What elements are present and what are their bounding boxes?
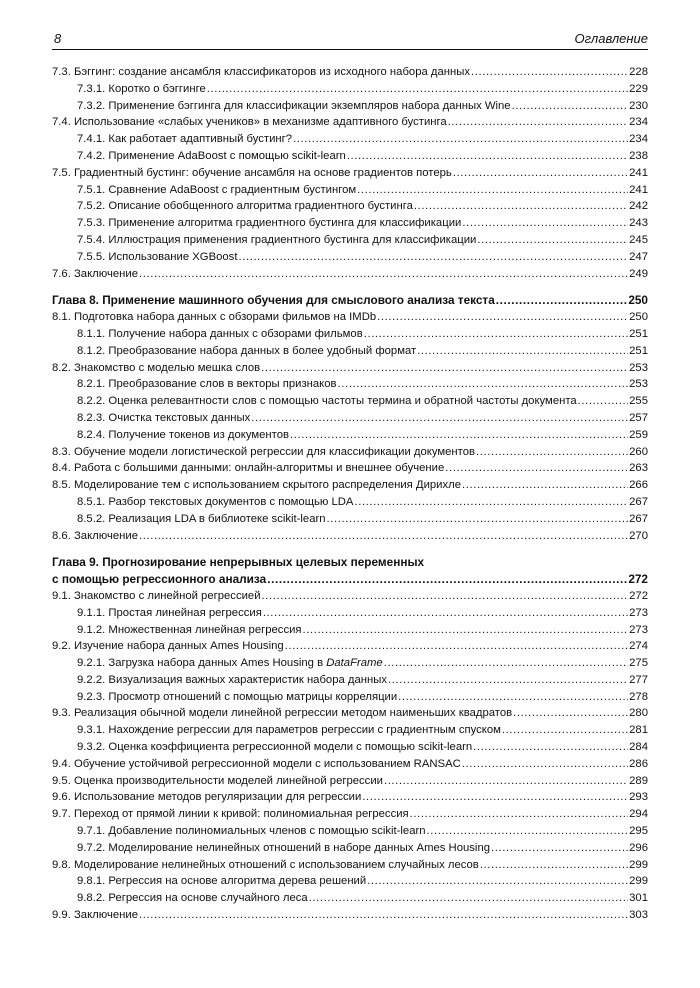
toc-page-number: 229 (629, 82, 648, 95)
toc-subsection-entry[interactable] (52, 343, 648, 360)
toc-entry-title: 7.3. Бэггинг: создание ансамбля классификаторов из исходного набора данных (52, 66, 471, 78)
toc-page-number: 294 (629, 808, 648, 821)
dot-leader (309, 890, 628, 907)
toc-subsection-entry[interactable] (52, 672, 648, 689)
toc-section-entry[interactable] (52, 806, 648, 823)
toc-subsection-entry[interactable] (52, 148, 648, 165)
toc-page-number: 295 (629, 825, 648, 838)
toc-page-number: 230 (629, 99, 648, 112)
toc-chapter-entry[interactable] (52, 292, 648, 309)
toc-entry-title: 7.6. Заключение (52, 267, 138, 280)
toc-page-number: 251 (629, 344, 648, 357)
dot-leader (453, 165, 628, 182)
dot-leader (354, 494, 628, 511)
toc-page-number: 272 (629, 589, 648, 602)
toc-entry-title: 8.2.2. Оценка релевантности слов с помощью частоты термина и обратной частоты документа (77, 395, 577, 408)
toc-entry-title: 7.5.3. Применение алгоритма градиентного бустинга для классификации (77, 217, 462, 230)
toc-subsection-entry[interactable] (52, 823, 648, 840)
toc-subsection-entry[interactable] (52, 131, 648, 148)
toc-section-entry[interactable] (52, 165, 648, 182)
dot-leader (262, 588, 629, 605)
toc-entry-title: 7.5.4. Иллюстрация применения градиентного бустинга для классификации (77, 233, 477, 246)
dot-leader (471, 64, 628, 81)
dot-leader (473, 739, 628, 756)
dot-leader (285, 638, 628, 655)
toc-subsection-entry[interactable] (52, 605, 648, 622)
dot-leader (139, 528, 628, 545)
dot-leader (377, 309, 628, 326)
toc-entry-title: 8.1. Подготовка набора данных с обзорами фильмов на IMDb (52, 311, 377, 324)
dot-leader (578, 393, 628, 410)
toc-entry-title: 8.2.3. Очистка текстовых данных (77, 411, 251, 424)
dot-leader (327, 511, 629, 528)
toc-subsection-entry[interactable] (52, 326, 648, 343)
toc-page-number: 251 (629, 327, 648, 340)
toc-section-entry[interactable] (52, 477, 648, 494)
toc-entry-title: 9.2.1. Загрузка набора данных Ames Housing в DataFrame (77, 657, 383, 670)
toc-section-entry[interactable] (52, 588, 648, 605)
dot-leader (263, 605, 628, 622)
toc-page-number: 277 (629, 673, 648, 686)
toc-entry-title: 8.1.2. Преобразование набора данных в более удобный формат (77, 344, 417, 357)
toc-entry-title: с помощью регрессионного анализа (52, 572, 267, 587)
dot-leader (410, 806, 628, 823)
toc-entry-title: 9.4. Обучение устойчивой регрессионной модели с использованием RANSAC (52, 757, 461, 770)
toc-entry-title: 8.5. Моделирование тем с использованием скрытого распределения Дирихле (52, 479, 462, 492)
dot-leader (512, 98, 629, 115)
toc-entry-title: 9.8.1. Регрессия на основе алгоритма дерева решений (77, 875, 367, 888)
dot-leader (338, 376, 629, 393)
toc-entry-title: 8.2.4. Получение токенов из документов (77, 428, 289, 441)
toc-subsection-entry[interactable] (52, 873, 648, 890)
toc-entry-title: 9.8. Моделирование нелинейных отношений с использованием случайных лесов (52, 858, 479, 871)
toc-entry-title: 9.2. Изучение набора данных Ames Housing (52, 640, 284, 653)
table-of-contents (52, 64, 648, 924)
toc-entry-title: 7.5.2. Описание обобщенного алгоритма градиентного бустинга (77, 200, 413, 213)
toc-page-number: 241 (629, 183, 648, 196)
toc-page-number: 234 (629, 133, 648, 146)
toc-page-number: 242 (629, 200, 648, 213)
toc-page-number: 241 (629, 166, 648, 179)
toc-page-number: 257 (629, 411, 648, 424)
dot-leader (384, 773, 628, 790)
dot-leader (139, 907, 628, 924)
toc-page-number: 296 (629, 841, 648, 854)
dot-leader (384, 655, 628, 672)
dot-leader (427, 823, 629, 840)
toc-subsection-entry[interactable] (52, 198, 648, 215)
toc-entry-title: 8.3. Обучение модели логистической регрессии для классификации документов (52, 445, 475, 458)
toc-page-number: 238 (629, 149, 648, 162)
toc-entry-title: 9.7.1. Добавление полиномиальных членов с помощью scikit-learn (77, 825, 426, 838)
dot-leader (513, 705, 628, 722)
dot-leader (261, 360, 628, 377)
dot-leader (388, 672, 628, 689)
toc-page-number: 272 (628, 572, 648, 587)
dot-leader (303, 622, 629, 639)
toc-page-number: 267 (629, 512, 648, 525)
toc-page-number: 293 (629, 791, 648, 804)
toc-entry-title: 7.5. Градиентный бустинг: обучение ансамбля на основе градиентов потерь (52, 166, 452, 179)
dot-leader (238, 249, 628, 266)
dot-leader (496, 292, 628, 309)
toc-subsection-entry[interactable] (52, 511, 648, 528)
toc-entry-title: 8.1.1. Получение набора данных с обзорами фильмов (77, 327, 363, 340)
chapter-heading: Глава 9. Прогнозирование непрерывных целевых переменных (52, 555, 425, 570)
toc-subsection-entry[interactable] (52, 98, 648, 115)
toc-entry-title: 9.6. Использование методов регуляризации для регрессии (52, 791, 362, 804)
dot-leader (491, 840, 628, 857)
toc-section-entry[interactable] (52, 705, 648, 722)
toc-page-number: 253 (629, 361, 648, 374)
toc-entry-title: 9.5. Оценка производительности моделей линейной регрессии (52, 774, 383, 787)
toc-entry-title: 7.5.1. Сравнение AdaBoost с градиентным бустингом (77, 183, 357, 196)
toc-section-entry[interactable] (52, 773, 648, 790)
toc-entry-title: 9.3.2. Оценка коэффициента регрессионной модели с помощью scikit-learn (77, 741, 473, 754)
toc-entry-title: 9.7. Переход от прямой линии к кривой: полиномиальная регрессия (52, 808, 409, 821)
toc-section-entry[interactable] (52, 444, 648, 461)
dot-leader (417, 343, 628, 360)
toc-page-number: 259 (629, 428, 648, 441)
dot-leader (207, 81, 628, 98)
toc-entry-title: 8.2. Знакомство с моделью мешка слов (52, 361, 261, 374)
toc-subsection-entry[interactable] (52, 81, 648, 98)
toc-page-number: 267 (629, 495, 648, 508)
toc-entry-title: 7.4.2. Применение AdaBoost с помощью scikit-learn (77, 149, 346, 162)
toc-entry-title: 9.2.3. Просмотр отношений с помощью матрицы корреляции (77, 690, 398, 703)
toc-page-number: 275 (629, 657, 648, 670)
toc-entry-title: 9.3. Реализация обычной модели линейной регрессии методом наименьших квадратов (52, 707, 513, 720)
toc-entry-title: 7.3.1. Коротко о бэггинге (77, 82, 206, 95)
toc-entry-title: 8.4. Работа с большими данными: онлайн-алгоритмы и внешнее обучение (52, 462, 445, 475)
toc-entry-title: 9.1.2. Множественная линейная регрессия (77, 623, 302, 636)
toc-page-number: 301 (629, 892, 648, 905)
toc-subsection-entry[interactable] (52, 890, 648, 907)
toc-page-number: 250 (629, 311, 648, 324)
toc-page-number: 273 (629, 623, 648, 636)
dot-leader (364, 326, 628, 343)
dot-leader (267, 571, 627, 588)
toc-subsection-entry[interactable] (52, 393, 648, 410)
toc-entry-title: 9.8.2. Регрессия на основе случайного леса (77, 892, 308, 905)
toc-subsection-entry[interactable] (52, 840, 648, 857)
toc-section-entry[interactable] (52, 114, 648, 131)
dot-leader (139, 266, 628, 283)
toc-page-number: 299 (629, 858, 648, 871)
dot-leader (462, 477, 628, 494)
chapter-gap (52, 544, 648, 554)
toc-entry-title: 9.7.2. Моделирование нелинейных отношений в наборе данных Ames Housing (77, 841, 491, 854)
toc-page-number: 260 (629, 445, 648, 458)
toc-subsection-entry[interactable] (52, 689, 648, 706)
toc-page-number: 281 (629, 724, 648, 737)
toc-subsection-entry[interactable] (52, 376, 648, 393)
toc-entry-title: 8.2.1. Преобразование слов в векторы признаков (77, 378, 337, 391)
toc-page-number: 255 (629, 395, 648, 408)
toc-subsection-entry[interactable] (52, 215, 648, 232)
toc-subsection-entry[interactable] (52, 182, 648, 199)
toc-page-number: 234 (629, 116, 648, 129)
toc-entry-title: 9.1. Знакомство с линейной регрессией (52, 589, 261, 602)
toc-page-number: 286 (629, 757, 648, 770)
dot-leader (502, 722, 628, 739)
toc-page-number: 284 (629, 741, 648, 754)
dot-leader (462, 215, 628, 232)
page-number: 8 (54, 31, 62, 46)
dot-leader (251, 410, 628, 427)
toc-page-number: 278 (629, 690, 648, 703)
toc-section-entry[interactable] (52, 756, 648, 773)
toc-entry-title: 7.5.5. Использование XGBoost (77, 250, 238, 263)
toc-entry-title: 8.6. Заключение (52, 529, 138, 542)
toc-page-number: 263 (629, 462, 648, 475)
toc-page-number: 228 (629, 66, 648, 78)
toc-page-number: 299 (629, 875, 648, 888)
page-header (52, 31, 648, 50)
toc-page-number: 289 (629, 774, 648, 787)
toc-section-entry[interactable] (52, 857, 648, 874)
toc-subsection-entry[interactable] (52, 494, 648, 511)
toc-subsection-entry[interactable] (52, 232, 648, 249)
toc-section-entry[interactable] (52, 360, 648, 377)
toc-subsection-entry[interactable] (52, 410, 648, 427)
dot-leader (477, 232, 628, 249)
toc-section-entry[interactable] (52, 789, 648, 806)
toc-entry-title: 9.9. Заключение (52, 909, 138, 922)
dot-leader (480, 857, 628, 874)
chapter-gap (52, 282, 648, 292)
toc-section-entry[interactable] (52, 907, 648, 924)
toc-page-number: 266 (629, 479, 648, 492)
dot-leader (398, 689, 628, 706)
toc-chapter-entry[interactable] (52, 571, 648, 588)
toc-entry-title: 8.5.1. Разбор текстовых документов с помощью LDA (77, 495, 354, 508)
toc-entry-title: 8.5.2. Реализация LDA в библиотеке scikit-learn (77, 512, 326, 525)
toc-entry-title: 7.4. Использование «слабых учеников» в механизме адаптивного бустинга (52, 116, 447, 129)
toc-entry-title: 7.4.1. Как работает адаптивный бустинг? (77, 133, 293, 146)
toc-entry-title: 9.1.1. Простая линейная регрессия (77, 606, 262, 619)
toc-section-entry[interactable] (52, 309, 648, 326)
dot-leader (476, 444, 628, 461)
toc-page-number: 303 (629, 909, 648, 922)
toc-page-number: 280 (629, 707, 648, 720)
toc-subsection-entry[interactable] (52, 722, 648, 739)
toc-section-entry[interactable] (52, 460, 648, 477)
toc-page-number: 250 (628, 293, 648, 308)
toc-page-number: 270 (629, 529, 648, 542)
dot-leader (347, 148, 628, 165)
dot-leader (293, 131, 628, 148)
dot-leader (462, 756, 628, 773)
dot-leader (445, 460, 628, 477)
toc-subsection-entry[interactable] (52, 427, 648, 444)
toc-page-number: 249 (629, 267, 648, 280)
toc-subsection-entry[interactable] (52, 655, 648, 672)
toc-page-number: 253 (629, 378, 648, 391)
toc-subsection-entry[interactable] (52, 622, 648, 639)
toc-page-number: 274 (629, 640, 648, 653)
toc-entry-title: 9.3.1. Нахождение регрессии для параметров регрессии с градиентным спуском (77, 724, 501, 737)
dot-leader (357, 182, 628, 199)
toc-subsection-entry[interactable] (52, 739, 648, 756)
toc-page-number: 247 (629, 250, 648, 263)
dot-leader (362, 789, 628, 806)
toc-subsection-entry[interactable] (52, 249, 648, 266)
toc-section-entry[interactable] (52, 528, 648, 545)
running-head: Оглавление (574, 31, 648, 46)
toc-section-entry[interactable] (52, 266, 648, 283)
toc-page-number: 273 (629, 606, 648, 619)
toc-page-number: 245 (629, 233, 648, 246)
dot-leader (290, 427, 628, 444)
toc-entry-title: Глава 8. Применение машинного обучения для смыслового анализа текста (52, 293, 495, 308)
dot-leader (414, 198, 628, 215)
toc-page-number: 243 (629, 217, 648, 230)
dot-leader (448, 114, 628, 131)
dot-leader (367, 873, 628, 890)
toc-section-entry[interactable] (52, 64, 648, 81)
toc-section-entry[interactable] (52, 638, 648, 655)
toc-entry-title: 7.3.2. Применение бэггинга для классификации экземпляров набора данных Wine (77, 99, 511, 112)
toc-entry-title: 9.2.2. Визуализация важных характеристик набора данных (77, 673, 388, 686)
